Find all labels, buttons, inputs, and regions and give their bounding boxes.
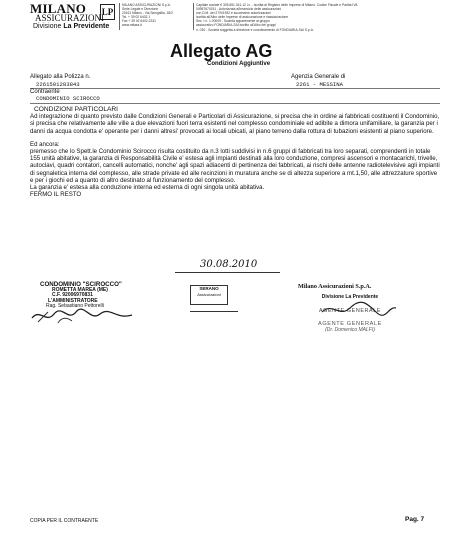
- insurer-name: Milano Assicurazioni S.p.A.: [298, 283, 372, 290]
- policy-label: Allegato alla Polizza n.: [30, 74, 91, 80]
- document-title: Allegato AG: [170, 41, 273, 61]
- section-title: CONDIZIONI PARTICOLARI: [34, 106, 119, 113]
- contractor-value: CONDOMINIO SCIROCCO: [36, 95, 100, 102]
- paragraph-3: La garanzia e' estesa alla conduzione interna ed esterna di ogni singola unità abitativa.: [30, 184, 265, 192]
- paragraph-ed-ancora: Ed ancora:: [30, 140, 60, 148]
- paragraph-2: premesso che lo Spett.le Condominio Scirocco risulta costituito da n.3 lotti suddivisi in n.6 gruppi di fabbricati tra loro separati, comprendenti in totale 155 unità abitative, la garanzia di Responsabilità Civile e' estesa agli impianti destinati alla loro conduzione, compresi ascensori e montacarichi, trivelle, autoclavi, quadri contatori, cancelli automatici, nonche' agli spazi adiacenti di pertinenza dei fabbricati, ai rischi delle antenne radiotelevisive agli impianti di segnaletica interna del complesso, alle strade private ed alle recinzioni in muratura anche se di altezza superiore a mt.1,50, alle attrezzature sportive e per i giochi ed a quanto di altro destinato al funzionamento del complesso.: [30, 148, 440, 184]
- fermo-il-resto: FERMO IL RESTO: [30, 191, 82, 199]
- page-number: Pag. 7: [405, 516, 425, 523]
- contractor-signature-icon: [28, 306, 138, 326]
- logo-brand: MILANO: [30, 1, 87, 16]
- agency-value: 2261 - MESSINA: [296, 81, 343, 88]
- company-info: MILANO ASSICURAZIONI S.p.A. Sede Legale e Direzione 20161 Milano - Via Senigallia, 18/2 Tel. + 39 02 6402.1 Fax + 39 02 6402.2331 www.milass.it: [122, 3, 173, 28]
- insurer-stamp: Divisione La Previdente AGENTE GENERALE AGENTE GENERALE (Dr. Domenico MALFI): [317, 294, 383, 333]
- conditions-body: [30, 106, 440, 198]
- document-subtitle: Condizioni Aggiuntive: [207, 61, 271, 67]
- intermediary-stamp: SERANO Assicurazioni: [190, 285, 228, 305]
- logo-subtitle: ASSICURAZIONI: [35, 13, 105, 23]
- policy-number: 2261501283843: [36, 81, 80, 88]
- insurer-signature-icon: [318, 298, 398, 320]
- copy-label: COPIA PER IL CONTRAENTE: [30, 518, 99, 524]
- logo-mark: LP: [100, 4, 115, 20]
- logo-division: Divisione La Previdente: [33, 23, 110, 30]
- paragraph-1: Ad integrazione di quanto previsto dalle Condizioni Generali e Particolari di Assicurazione, si precisa che in ordine ai fabbricati costituenti il Condominio, si precisa che relativamente alle ville a due elevazioni fuori terra esistenti nel complesso condominiale ed adibite a dimora unifamiliare, la garanzia per i danni da acqua condotta e' operante per i danni altresi' provocati ai locali ubicati, al piano terreno dalla rottura di tubazioni esistenti al piano superiore.: [30, 113, 440, 135]
- legal-info: Capitale sociale € 305.851.341,12 i.v. - Iscritta al Registro delle Imprese di Milano, Codice Fiscale e Partita IVA 00957670151 - Autorizzata all'esercizio delle assicurazioni con D.M. del 27/9/1932 e successive autorizzazioni Iscritta all'Albo delle Imprese di assicurazione e riassicurazione Sez. I n. 1.00009 - Società appartenente al gruppo assicurativo FONDIARIA-SAI iscritto all'Albo dei gruppi n. 030 - Società soggetta a direzione e coordinamento di FONDIARIA-SAI S.p.A.: [196, 3, 358, 32]
- contractor-label: Contraente: [30, 89, 60, 95]
- contractor-stamp: CONDOMINIO "SCIROCCO" ROMETTA MAREA (ME) C.F. 92006970831 L'AMMINISTRATORE Rag. Sebastiano Pettorelli: [40, 281, 122, 309]
- signature-date: 30.08.2010: [200, 259, 258, 270]
- agency-label: Agenzia Generale di: [291, 74, 346, 80]
